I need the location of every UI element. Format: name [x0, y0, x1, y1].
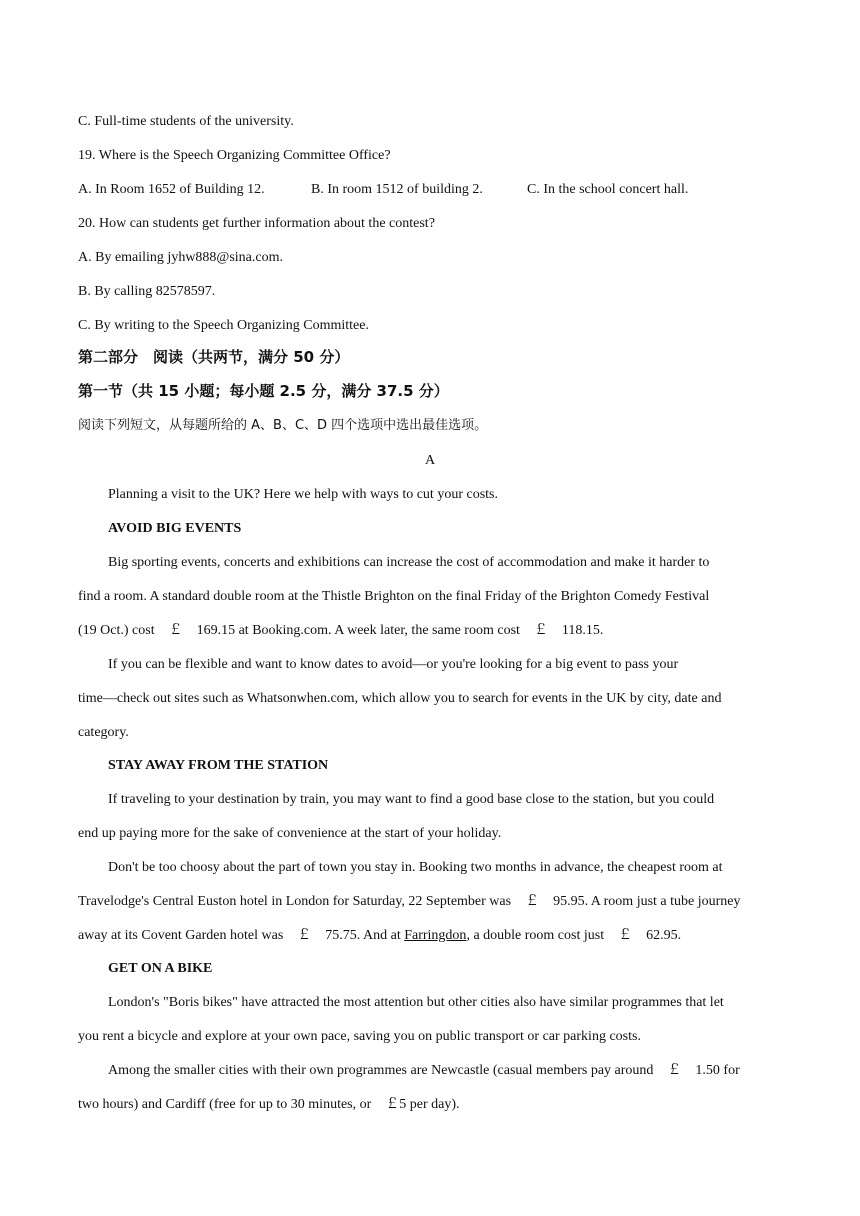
q19-option-b: B. In room 1512 of building 2.	[311, 182, 483, 197]
underlined-word-farringdon: Farringdon	[404, 928, 467, 943]
q18-option-c: C. Full-time students of the university.	[78, 114, 294, 129]
paragraph-line	[78, 927, 681, 945]
paragraph-line: find a room. A standard double room at the Thistle Brighton on the final Friday of the Brighton Comedy Festival	[78, 589, 710, 604]
paragraph-line: you rent a bicycle and explore at your own pace, saving you on public transport or car parking costs.	[78, 1029, 641, 1044]
passage-intro: Planning a visit to the UK? Here we help with ways to cut your costs.	[108, 487, 498, 502]
part2-heading: 第二部分 阅读（共两节，满分 50 分）	[78, 348, 350, 366]
q19-option-a: A. In Room 1652 of Building 12.	[78, 182, 265, 197]
section1-heading: 第一节（共 15 小题；每小题 2.5 分，满分 37.5 分）	[78, 382, 449, 400]
q20-option-c: C. By writing to the Speech Organizing Committee.	[78, 318, 369, 333]
paragraph-line: Don't be too choosy about the part of town you stay in. Booking two months in advance, the cheapest room at	[108, 860, 723, 875]
q19-option-c: C. In the school concert hall.	[527, 182, 689, 197]
passage-label: A	[424, 453, 436, 468]
paragraph-line: Among the smaller cities with their own programmes are Newcastle (casual members pay around ￡ 1.50 for	[108, 1063, 740, 1078]
paragraph-line: If you can be flexible and want to know dates to avoid—or you're looking for a big event to pass your	[108, 657, 679, 672]
section-heading-get-on-a-bike: GET ON A BIKE	[108, 961, 213, 976]
paragraph-line: end up paying more for the sake of convenience at the start of your holiday.	[78, 826, 502, 841]
paragraph-line: category.	[78, 725, 129, 740]
q20-option-a: A. By emailing jyhw888@sina.com.	[78, 250, 283, 265]
paragraph-line: London's "Boris bikes" have attracted the most attention but other cities also have similar programmes that let	[108, 995, 724, 1010]
paragraph-line: time—check out sites such as Whatsonwhen.com, which allow you to search for events in the UK by city, date and	[78, 691, 722, 706]
paragraph-line: Big sporting events, concerts and exhibitions can increase the cost of accommodation and make it harder to	[108, 555, 710, 570]
text-segment: away at its Covent Garden hotel was ￡ 75.75. And at	[78, 928, 405, 943]
instructions: 阅读下列短文，从每题所给的 A、B、C、D 四个选项中选出最佳选项。	[78, 418, 488, 433]
paragraph-line: (19 Oct.) cost ￡ 169.15 at Booking.com. A week later, the same room cost ￡ 118.15.	[78, 623, 604, 638]
paragraph-line: two hours) and Cardiff (free for up to 30 minutes, or ￡5 per day).	[78, 1097, 460, 1112]
q20-question: 20. How can students get further information about the contest?	[78, 216, 435, 231]
q19-question: 19. Where is the Speech Organizing Committee Office?	[78, 148, 391, 163]
paragraph-line: Travelodge's Central Euston hotel in London for Saturday, 22 September was ￡ 95.95. A room just a tube journey	[78, 894, 741, 909]
q19-options	[78, 181, 688, 199]
q20-option-b: B. By calling 82578597.	[78, 284, 216, 299]
section-heading-stay-away: STAY AWAY FROM THE STATION	[108, 758, 329, 773]
paragraph-line: If traveling to your destination by train, you may want to find a good base close to the station, but you could	[108, 792, 715, 807]
section-heading-avoid-big-events: AVOID BIG EVENTS	[108, 521, 242, 536]
text-segment: , a double room cost just ￡ 62.95.	[466, 928, 682, 943]
